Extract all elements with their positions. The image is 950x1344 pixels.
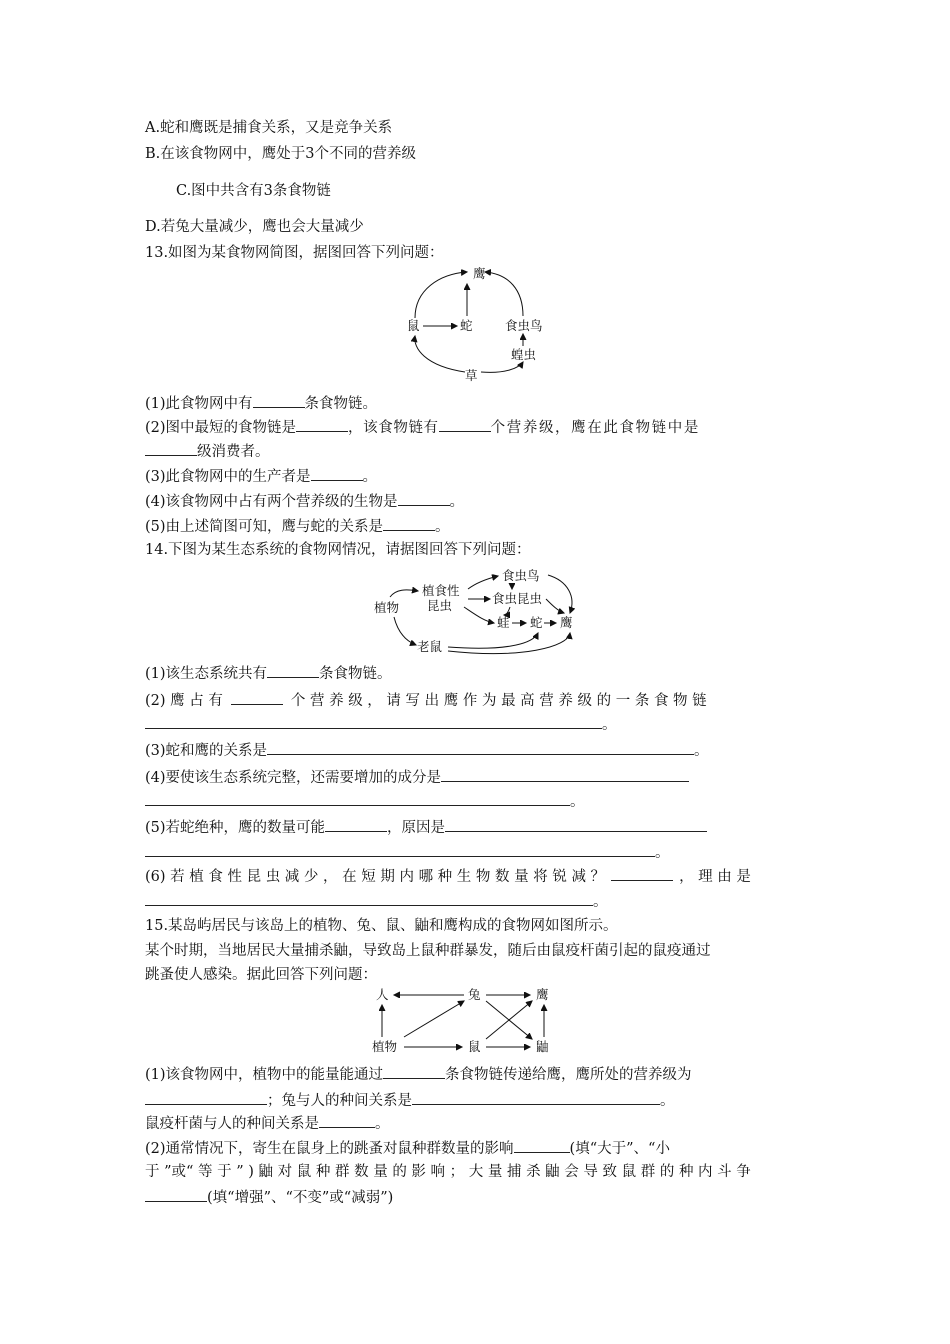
blank[interactable]: [514, 1138, 570, 1153]
q13-locust: 蝗虫: [511, 347, 537, 362]
q15-stem-3: 跳蚤使人感染。据此回答下列问题：: [145, 967, 377, 983]
q15-weasel: 鼬: [536, 1039, 549, 1054]
blank[interactable]: [441, 767, 689, 782]
blank[interactable]: [145, 714, 602, 729]
q15-mouse: 鼠: [468, 1039, 481, 1054]
blank[interactable]: [445, 817, 707, 832]
q14-stem: 14.下图为某生态系统的食物网情况，请据图回答下列问题：: [145, 542, 531, 558]
blank[interactable]: [383, 1064, 445, 1079]
q14-arrow-plant-herb: [390, 590, 418, 597]
q14-mouse: 老鼠: [417, 639, 443, 654]
q14-arrow-insect-eagle: [546, 599, 564, 613]
q15-food-web-diagram: [368, 985, 568, 1057]
option-d: D.若兔大量减少，鹰也会大量减少: [145, 219, 364, 235]
q15-stem-2: 某个时期，当地居民大量捕杀鼬，导致岛上鼠种群暴发，随后由鼠疫杆菌引起的鼠疫通过: [145, 943, 711, 959]
q14-insect: 食虫昆虫: [492, 591, 543, 606]
q14-arrow-insect-frog: [504, 607, 510, 615]
q14-part2: (2) 鹰 占 有 个 营 养 级 ， 请 写 出 鹰 作 为 最 高 营 养 级 的 一 条 食 物 链: [145, 690, 707, 711]
q13-part1: (1)此食物网中有 条食物链。: [145, 393, 377, 414]
blank[interactable]: [267, 663, 319, 678]
q15-part2: (2)通常情况下，寄生在鼠身上的跳蚤对鼠种群数量的影响 (填“大于”、“小: [145, 1138, 670, 1159]
blank[interactable]: [253, 393, 305, 408]
q15-part2-cont2: (填“增强”、“不变”或“减弱”): [145, 1187, 393, 1208]
blank[interactable]: [145, 891, 593, 906]
q14-part5-cont: 。: [145, 842, 670, 863]
q13-part2-cont: 级消费者。: [145, 441, 270, 462]
q13-part5: (5)由上述简图可知，鹰与蛇的关系是 。: [145, 516, 450, 537]
q13-bird: 食虫鸟: [505, 318, 543, 333]
q13-part3: (3)此食物网中的生产者是 。: [145, 466, 377, 487]
q13-arrow-mouse-eagle: [415, 272, 467, 318]
blank[interactable]: [145, 1187, 207, 1202]
q14-food-web-diagram: [372, 563, 587, 658]
q14-part1: (1)该生态系统共有 条食物链。: [145, 663, 392, 684]
q15-rabbit: 兔: [468, 987, 481, 1002]
blank[interactable]: [296, 417, 348, 432]
blank[interactable]: [383, 516, 435, 531]
blank[interactable]: [145, 1090, 267, 1105]
q15-plant: 植物: [372, 1039, 398, 1054]
q15-stem: 15.某岛屿居民与该岛上的植物、兔、鼠、鼬和鹰构成的食物网如图所示。: [145, 918, 618, 934]
blank[interactable]: [231, 690, 283, 705]
q15-part1: (1)该食物网中，植物中的能量能通过 条食物链传递给鹰，鹰所处的营养级为: [145, 1064, 692, 1085]
q15-part1-cont2: 鼠疫杆菌与人的种间关系是 。: [145, 1113, 390, 1134]
q14-part6-cont: 。: [145, 891, 608, 912]
q14-part4-cont: 。: [145, 791, 585, 812]
q15-arrow-plant-rabbit: [404, 1001, 464, 1037]
q14-arrow-mouse-eagle: [448, 633, 570, 654]
q13-grass: 草: [465, 368, 478, 383]
q14-part6: (6) 若 植 食 性 昆 虫 减 少 ， 在 短 期 内 哪 种 生 物 数 量 将 锐 减 ？ ， 理 由 是: [145, 866, 751, 887]
blank[interactable]: [319, 1113, 375, 1128]
q14-herb2: 昆虫: [427, 598, 453, 613]
q14-part4: (4)要使该生态系统完整，还需要增加的成分是: [145, 767, 689, 788]
q14-arrow-mouse-snake: [448, 633, 538, 648]
blank[interactable]: [325, 817, 387, 832]
q14-bird: 食虫鸟: [502, 568, 540, 583]
q14-eagle: 鹰: [560, 615, 573, 630]
q13-arrow-grass-locust: [481, 362, 523, 372]
q13-part2: (2)图中最短的食物链是 ，该食物链有 个营养级，鹰在此食物链中是: [145, 417, 700, 438]
blank[interactable]: [311, 466, 363, 481]
q14-snake: 蛇: [530, 615, 543, 630]
q14-frog: 蛙: [497, 615, 510, 630]
q14-arrow-bird-eagle: [548, 575, 572, 613]
q13-eagle: 鹰: [473, 266, 486, 281]
q13-arrow-bird-eagle: [485, 272, 523, 316]
q15-part2-cont: 于 ”或“ 等 于 ” ) 鼬 对 鼠 种 群 数 量 的 影 响 ； 大 量 捕 杀 鼬 会 导 致 鼠 群 的 种 内 斗 争: [145, 1164, 751, 1180]
q15-part1-cont: ；兔与人的种间关系是 。: [145, 1090, 675, 1111]
blank[interactable]: [145, 842, 655, 857]
q14-part2-cont: 。: [145, 714, 617, 735]
q14-part5: (5)若蛇绝种，鹰的数量可能 ，原因是: [145, 817, 707, 838]
q15-eagle: 鹰: [536, 987, 549, 1002]
q14-arrow-herb-frog: [464, 607, 494, 623]
option-c: C.图中共含有3条食物链: [176, 183, 331, 199]
q13-stem: 13.如图为某食物网简图，据图回答下列问题：: [145, 245, 444, 261]
q14-arrow-herb-bird: [468, 576, 498, 589]
q13-mouse: 鼠: [407, 318, 420, 333]
blank[interactable]: [145, 441, 197, 456]
q13-snake: 蛇: [460, 318, 473, 333]
q13-food-web-diagram: [405, 262, 555, 387]
blank[interactable]: [398, 491, 450, 506]
blank[interactable]: [611, 866, 673, 881]
q13-part4: (4)该食物网中占有两个营养级的生物是 。: [145, 491, 464, 512]
q13-arrow-grass-mouse: [415, 336, 465, 372]
blank[interactable]: [412, 1090, 660, 1105]
blank[interactable]: [267, 740, 694, 755]
q15-human: 人: [376, 987, 389, 1002]
blank[interactable]: [145, 791, 570, 806]
blank[interactable]: [439, 417, 491, 432]
option-a: A.蛇和鹰既是捕食关系，又是竞争关系: [145, 120, 393, 136]
option-b: B.在该食物网中，鹰处于3个不同的营养级: [145, 146, 416, 162]
q14-herb1: 植食性: [422, 583, 460, 598]
q14-part3: (3)蛇和鹰的关系是 。: [145, 740, 709, 761]
q14-plant: 植物: [374, 600, 400, 615]
q14-arrow-plant-mouse: [394, 617, 416, 645]
